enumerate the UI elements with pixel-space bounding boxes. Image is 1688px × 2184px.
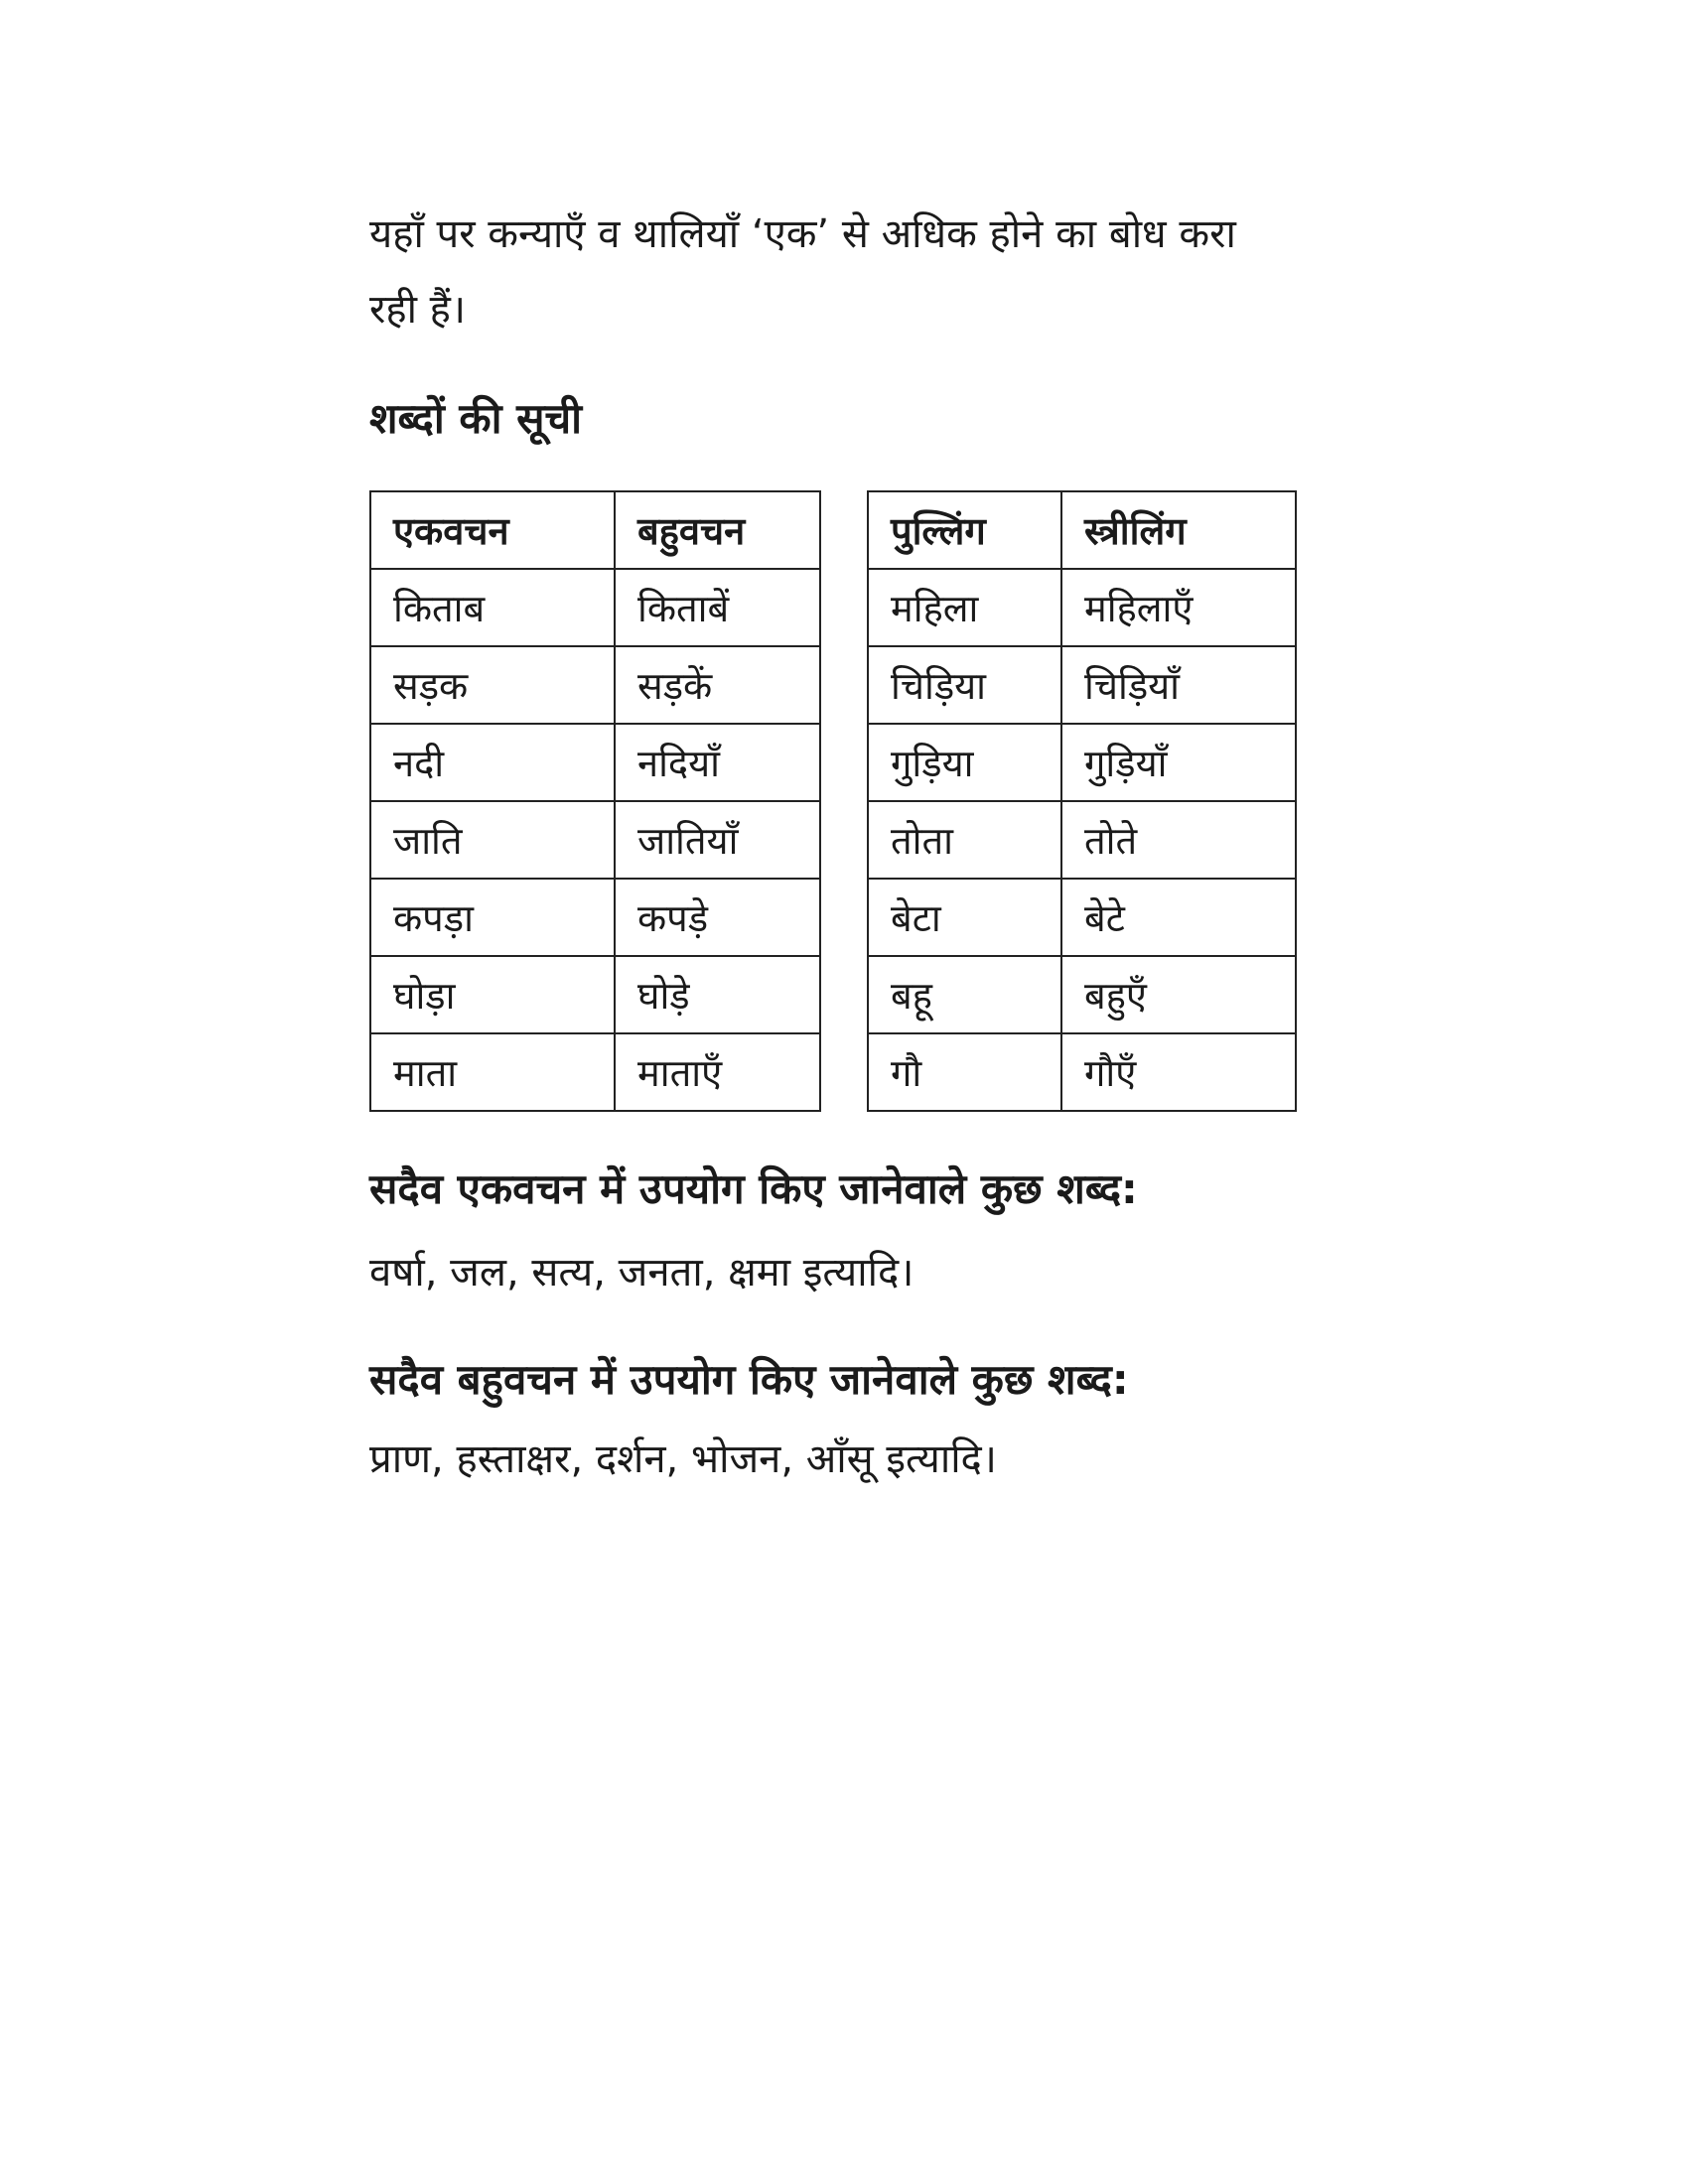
always-plural-examples: प्राण, हस्ताक्षर, दर्शन, भोजन, आँसू इत्यादि।	[369, 1436, 997, 1482]
column-header: पुल्लिंग	[868, 491, 1061, 569]
table-row	[868, 956, 1296, 1033]
intro-paragraph	[369, 197, 1323, 347]
table-header-row	[868, 491, 1296, 569]
table-row	[868, 801, 1296, 879]
singular-cell: माता	[370, 1033, 615, 1111]
singular-cell: किताब	[370, 569, 615, 646]
plural-cell: कपड़े	[615, 879, 820, 956]
feminine-cell: बेटे	[1061, 879, 1296, 956]
table-row	[370, 646, 820, 724]
table-row	[370, 569, 820, 646]
table-row	[370, 956, 820, 1033]
feminine-cell: बहुएँ	[1061, 956, 1296, 1033]
word-list-heading: शब्दों की सूची	[369, 394, 583, 443]
table-row	[868, 569, 1296, 646]
singular-cell: घोड़ा	[370, 956, 615, 1033]
intro-line-2: रही हैं।	[369, 287, 467, 333]
table-row	[868, 1033, 1296, 1111]
column-header: बहुवचन	[615, 491, 820, 569]
masculine-cell: महिला	[868, 569, 1061, 646]
table-row	[370, 724, 820, 801]
table-row	[370, 1033, 820, 1111]
feminine-cell: गुड़ियाँ	[1061, 724, 1296, 801]
feminine-cell: चिड़ियाँ	[1061, 646, 1296, 724]
always-singular-heading: सदैव एकवचन में उपयोग किए जानेवाले कुछ शब्द:	[369, 1164, 1138, 1213]
table-row	[868, 646, 1296, 724]
masculine-cell: बहू	[868, 956, 1061, 1033]
plural-cell: घोड़े	[615, 956, 820, 1033]
plural-cell: किताबें	[615, 569, 820, 646]
masculine-cell: गुड़िया	[868, 724, 1061, 801]
plural-cell: जातियाँ	[615, 801, 820, 879]
plural-cell: माताएँ	[615, 1033, 820, 1111]
column-header: स्त्रीलिंग	[1061, 491, 1296, 569]
table-row	[868, 724, 1296, 801]
table-header-row	[370, 491, 820, 569]
feminine-cell: गौएँ	[1061, 1033, 1296, 1111]
masculine-cell: बेटा	[868, 879, 1061, 956]
table-row	[868, 879, 1296, 956]
singular-cell: कपड़ा	[370, 879, 615, 956]
masculine-cell: गौ	[868, 1033, 1061, 1111]
table-row	[370, 879, 820, 956]
feminine-cell: महिलाएँ	[1061, 569, 1296, 646]
plural-cell: सड़कें	[615, 646, 820, 724]
plural-cell: नदियाँ	[615, 724, 820, 801]
table-row	[370, 801, 820, 879]
intro-line-1: यहाँ पर कन्याएँ व थालियाँ ‘एक’ से अधिक होने का बोध करा	[369, 211, 1236, 257]
feminine-cell: तोते	[1061, 801, 1296, 879]
singular-cell: जाति	[370, 801, 615, 879]
always-plural-heading: सदैव बहुवचन में उपयोग किए जानेवाले कुछ शब्द:	[369, 1355, 1129, 1404]
column-header: एकवचन	[370, 491, 615, 569]
singular-plural-table	[369, 490, 821, 1112]
always-singular-examples: वर्षा, जल, सत्य, जनता, क्षमा इत्यादि।	[369, 1250, 914, 1296]
masculine-cell: तोता	[868, 801, 1061, 879]
singular-cell: सड़क	[370, 646, 615, 724]
masculine-cell: चिड़िया	[868, 646, 1061, 724]
singular-cell: नदी	[370, 724, 615, 801]
masculine-feminine-table	[867, 490, 1297, 1112]
